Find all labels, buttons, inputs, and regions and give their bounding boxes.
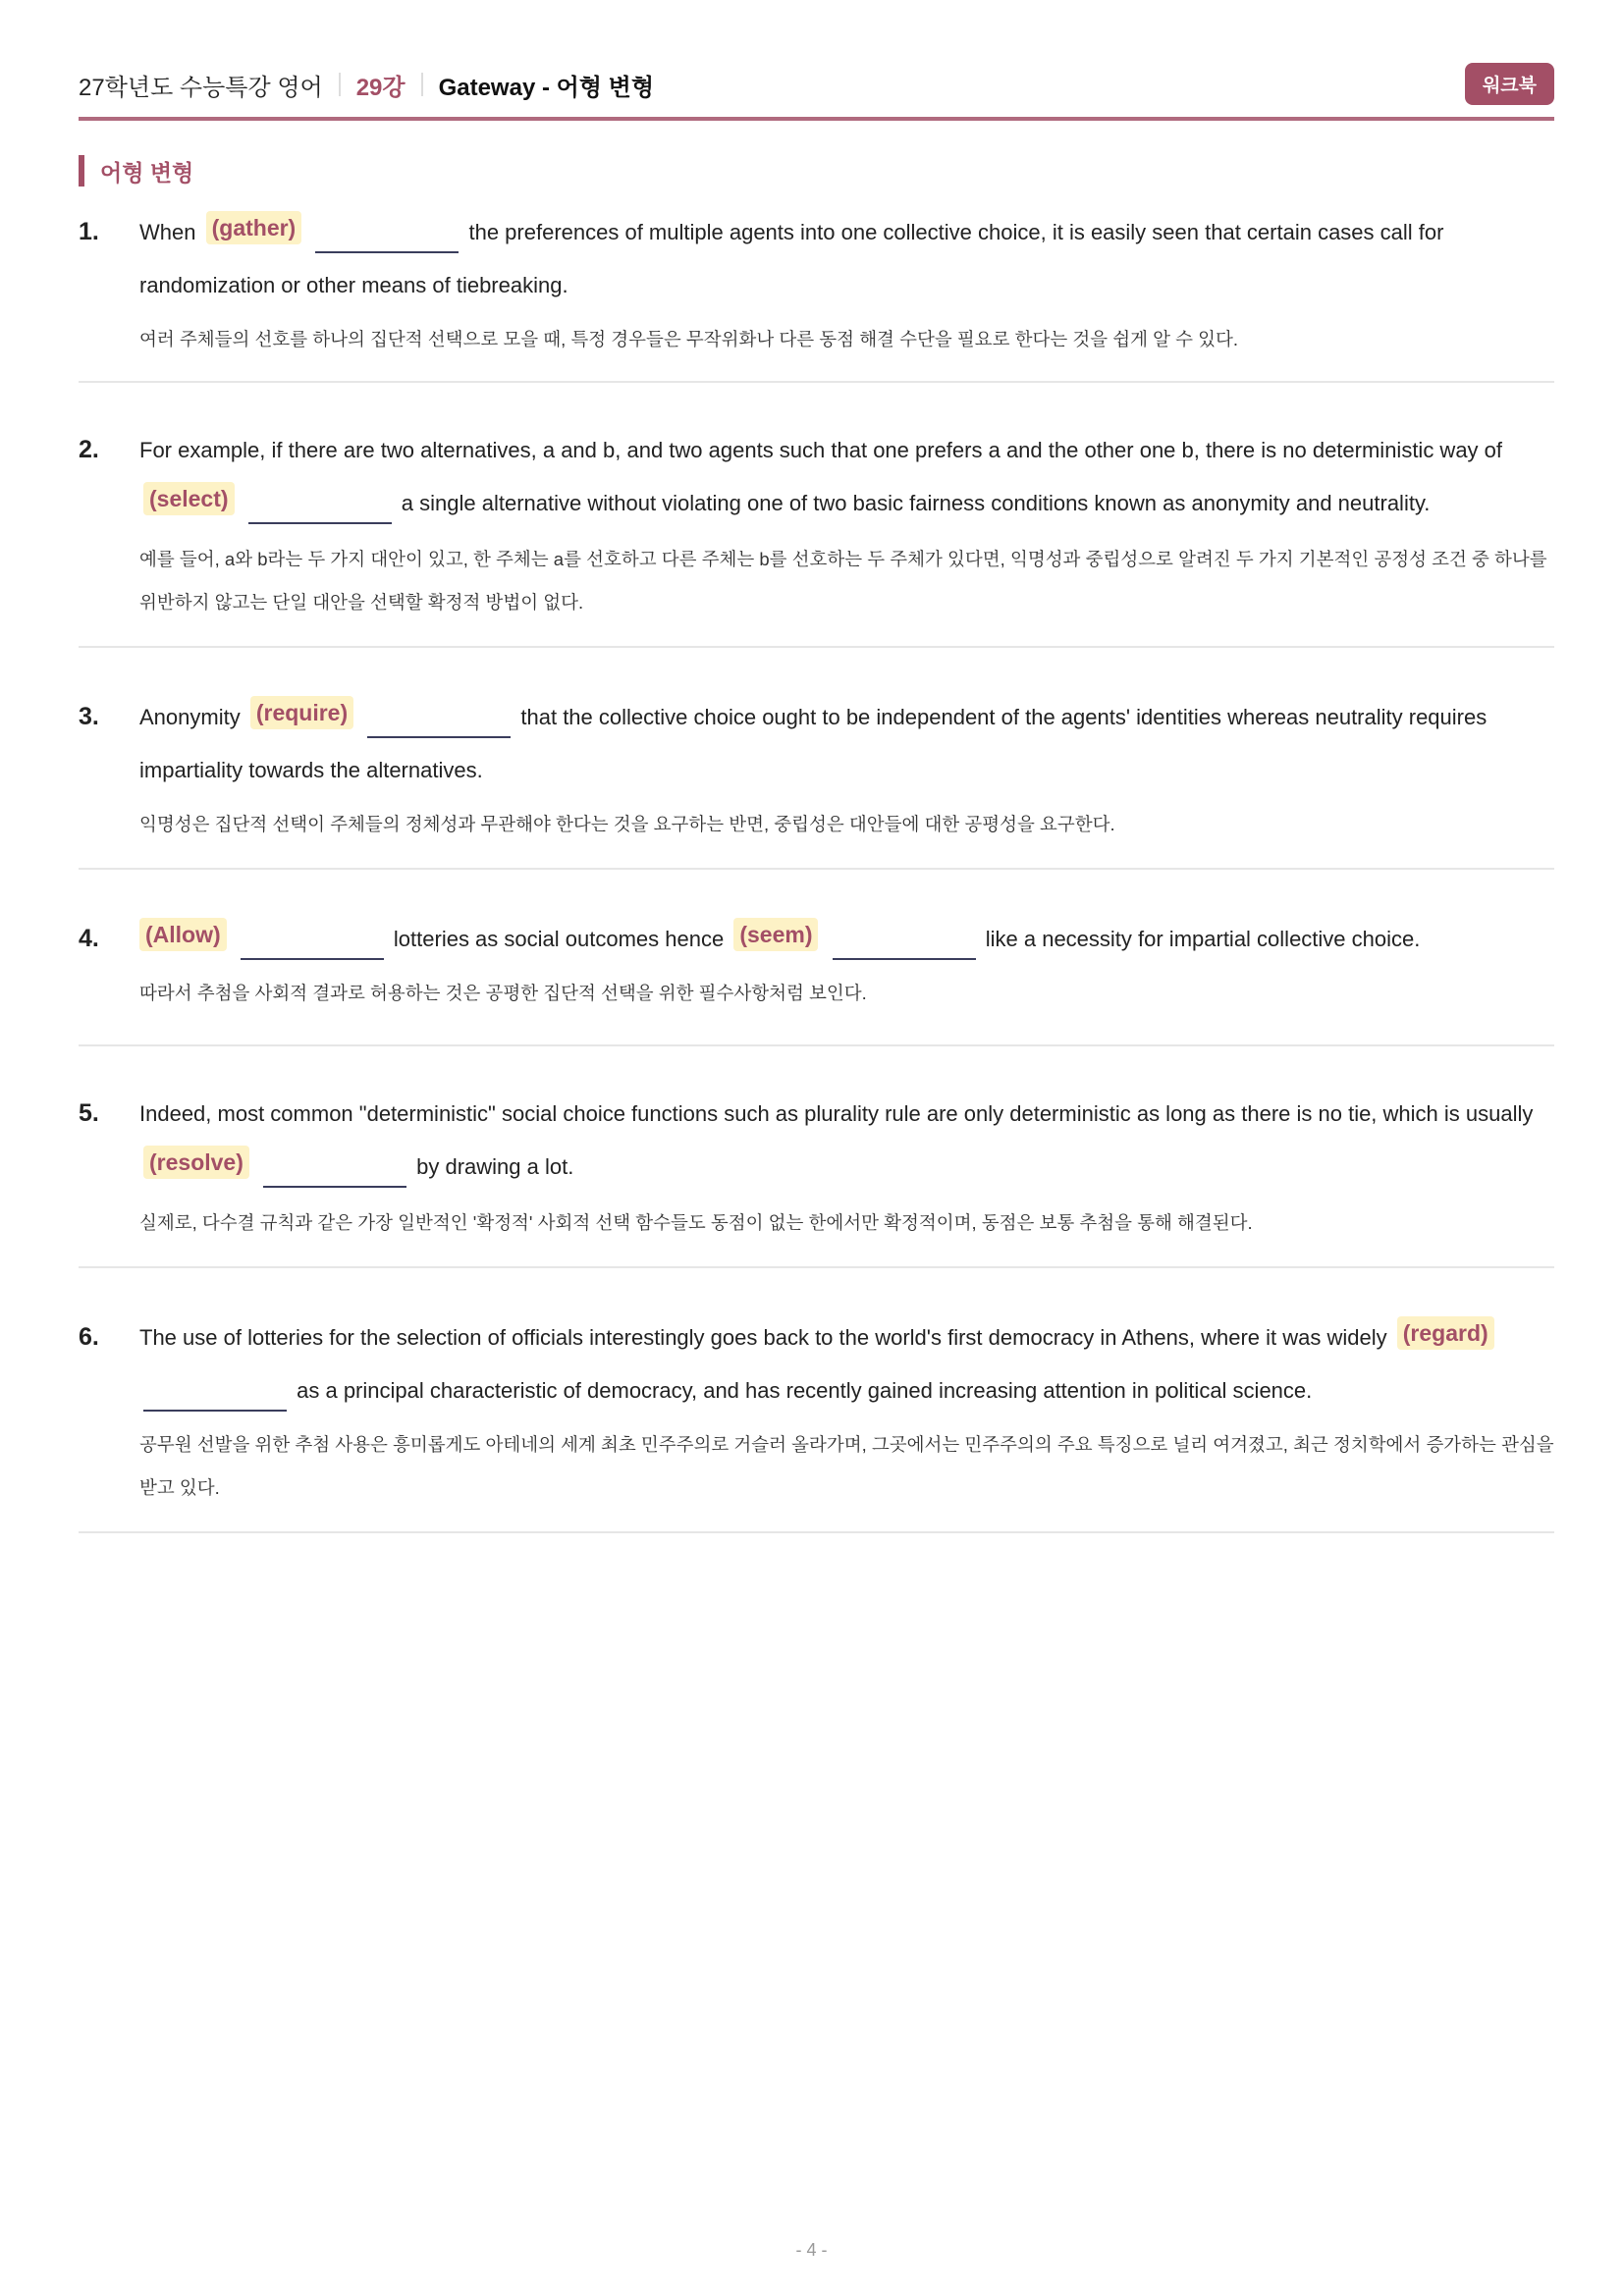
- sentence-text: that the collective choice ought to be independent of the agents' identities whereas neutrality requires impartiality towards the alternatives.: [139, 705, 1488, 782]
- sentence-text: a single alternative without violating one of two basic fairness conditions known as anonymity and neutrality.: [401, 491, 1431, 515]
- item-korean-translation: 여러 주체들의 선호를 하나의 집단적 선택으로 모을 때, 특정 경우들은 무작위화나 다른 동점 해결 수단을 필요로 한다는 것을 쉽게 알 수 있다.: [139, 329, 1238, 349]
- answer-blank[interactable]: [263, 1156, 406, 1188]
- verb-hint: (resolve): [143, 1146, 249, 1179]
- item-korean-translation: 따라서 추첨을 사회적 결과로 허용하는 것은 공평한 집단적 선택을 위한 필수사항처럼 보인다.: [139, 983, 867, 1003]
- item-english-sentence: [139, 913, 1554, 966]
- verb-hint: (gather): [206, 211, 302, 244]
- header-separator: [421, 73, 423, 96]
- answer-blank[interactable]: [248, 493, 392, 524]
- lesson-number: 29강: [355, 74, 406, 101]
- sentence-text: Indeed, most common "deterministic" social choice functions such as plurality rule are only deterministic as long as there is no tie, which is usually: [139, 1101, 1534, 1126]
- section-title: [79, 155, 193, 187]
- header-title-row: [79, 61, 1554, 108]
- sentence-text: lotteries as social outcomes hence: [393, 927, 725, 951]
- header-separator: [339, 73, 341, 96]
- item-divider: [79, 646, 1554, 648]
- page-header: [79, 61, 1554, 108]
- item-number: 6.: [79, 1323, 99, 1351]
- item-divider: [79, 1266, 1554, 1268]
- section-title-text: 어형 변형: [100, 159, 194, 186]
- item-english-sentence: [139, 206, 1554, 312]
- sentence-text: as a principal characteristic of democracy, and has recently gained increasing attention in political science.: [297, 1378, 1313, 1403]
- item-number: 5.: [79, 1099, 99, 1127]
- verb-hint: (Allow): [139, 918, 227, 951]
- sentence-text: Anonymity: [139, 705, 241, 729]
- sentence-text: The use of lotteries for the selection of officials interestingly goes back to the world's first democracy in Athens, where it was widely: [139, 1325, 1387, 1350]
- item-divider: [79, 868, 1554, 870]
- answer-blank[interactable]: [367, 707, 511, 738]
- item-number: 4.: [79, 925, 99, 952]
- item-english-sentence: [139, 1088, 1554, 1194]
- item-number: 1.: [79, 218, 99, 245]
- item-number: 2.: [79, 436, 99, 463]
- verb-hint: (regard): [1397, 1316, 1494, 1350]
- sentence-text: When: [139, 220, 196, 244]
- item-divider: [79, 1044, 1554, 1046]
- verb-hint: (select): [143, 482, 235, 515]
- item-english-sentence: [139, 1311, 1554, 1417]
- item-divider: [79, 381, 1554, 383]
- section-title-bar: [79, 155, 84, 187]
- header-divider: [79, 117, 1554, 121]
- answer-blank[interactable]: [241, 929, 384, 960]
- sentence-text: like a necessity for impartial collective choice.: [985, 927, 1421, 951]
- item-number: 3.: [79, 703, 99, 730]
- sentence-text: by drawing a lot.: [416, 1154, 574, 1179]
- page-number: - 4 -: [795, 2240, 828, 2260]
- item-korean-translation: 공무원 선발을 위한 추첨 사용은 흥미롭게도 아테네의 세계 최초 민주주의로 거슬러 올라가며, 그곳에서는 민주주의의 주요 특징으로 널리 여겨졌고, 최근 정치학에서 증가하는 관심을 받고 있다.: [139, 1434, 1554, 1498]
- item-korean-translation: 실제로, 다수결 규칙과 같은 가장 일반적인 '확정적' 사회적 선택 함수들도 동점이 없는 한에서만 확정적이며, 동점은 보통 추첨을 통해 해결된다.: [139, 1212, 1253, 1233]
- sentence-text: For example, if there are two alternatives, a and b, and two agents such that one prefers a and the other one b, there is no deterministic way of: [139, 438, 1503, 462]
- item-korean-translation: 익명성은 집단적 선택이 주체들의 정체성과 무관해야 한다는 것을 요구하는 반면, 중립성은 대안들에 대한 공평성을 요구한다.: [139, 814, 1115, 834]
- answer-blank[interactable]: [143, 1380, 287, 1412]
- answer-blank[interactable]: [315, 222, 459, 253]
- verb-hint: (require): [250, 696, 353, 729]
- item-english-sentence: [139, 691, 1554, 797]
- workbook-badge: 워크북: [1465, 63, 1554, 105]
- course-title: 27학년도 수능특강 영어: [79, 74, 323, 101]
- sentence-text: the preferences of multiple agents into one collective choice, it is easily seen that certain cases call for randomization or other means of tiebreaking.: [139, 220, 1444, 297]
- item-divider: [79, 1531, 1554, 1533]
- item-english-sentence: [139, 424, 1554, 530]
- page-title: Gateway - 어형 변형: [438, 74, 655, 101]
- verb-hint: (seem): [733, 918, 818, 951]
- item-korean-translation: 예를 들어, a와 b라는 두 가지 대안이 있고, 한 주체는 a를 선호하고 다른 주체는 b를 선호하는 두 주체가 있다면, 익명성과 중립성으로 알려진 두 가지 기본적인 공정성 조건 중 하나를 위반하지 않고는 단일 대안을 선택할 확정적 방법이 없다.: [139, 549, 1547, 613]
- answer-blank[interactable]: [833, 929, 976, 960]
